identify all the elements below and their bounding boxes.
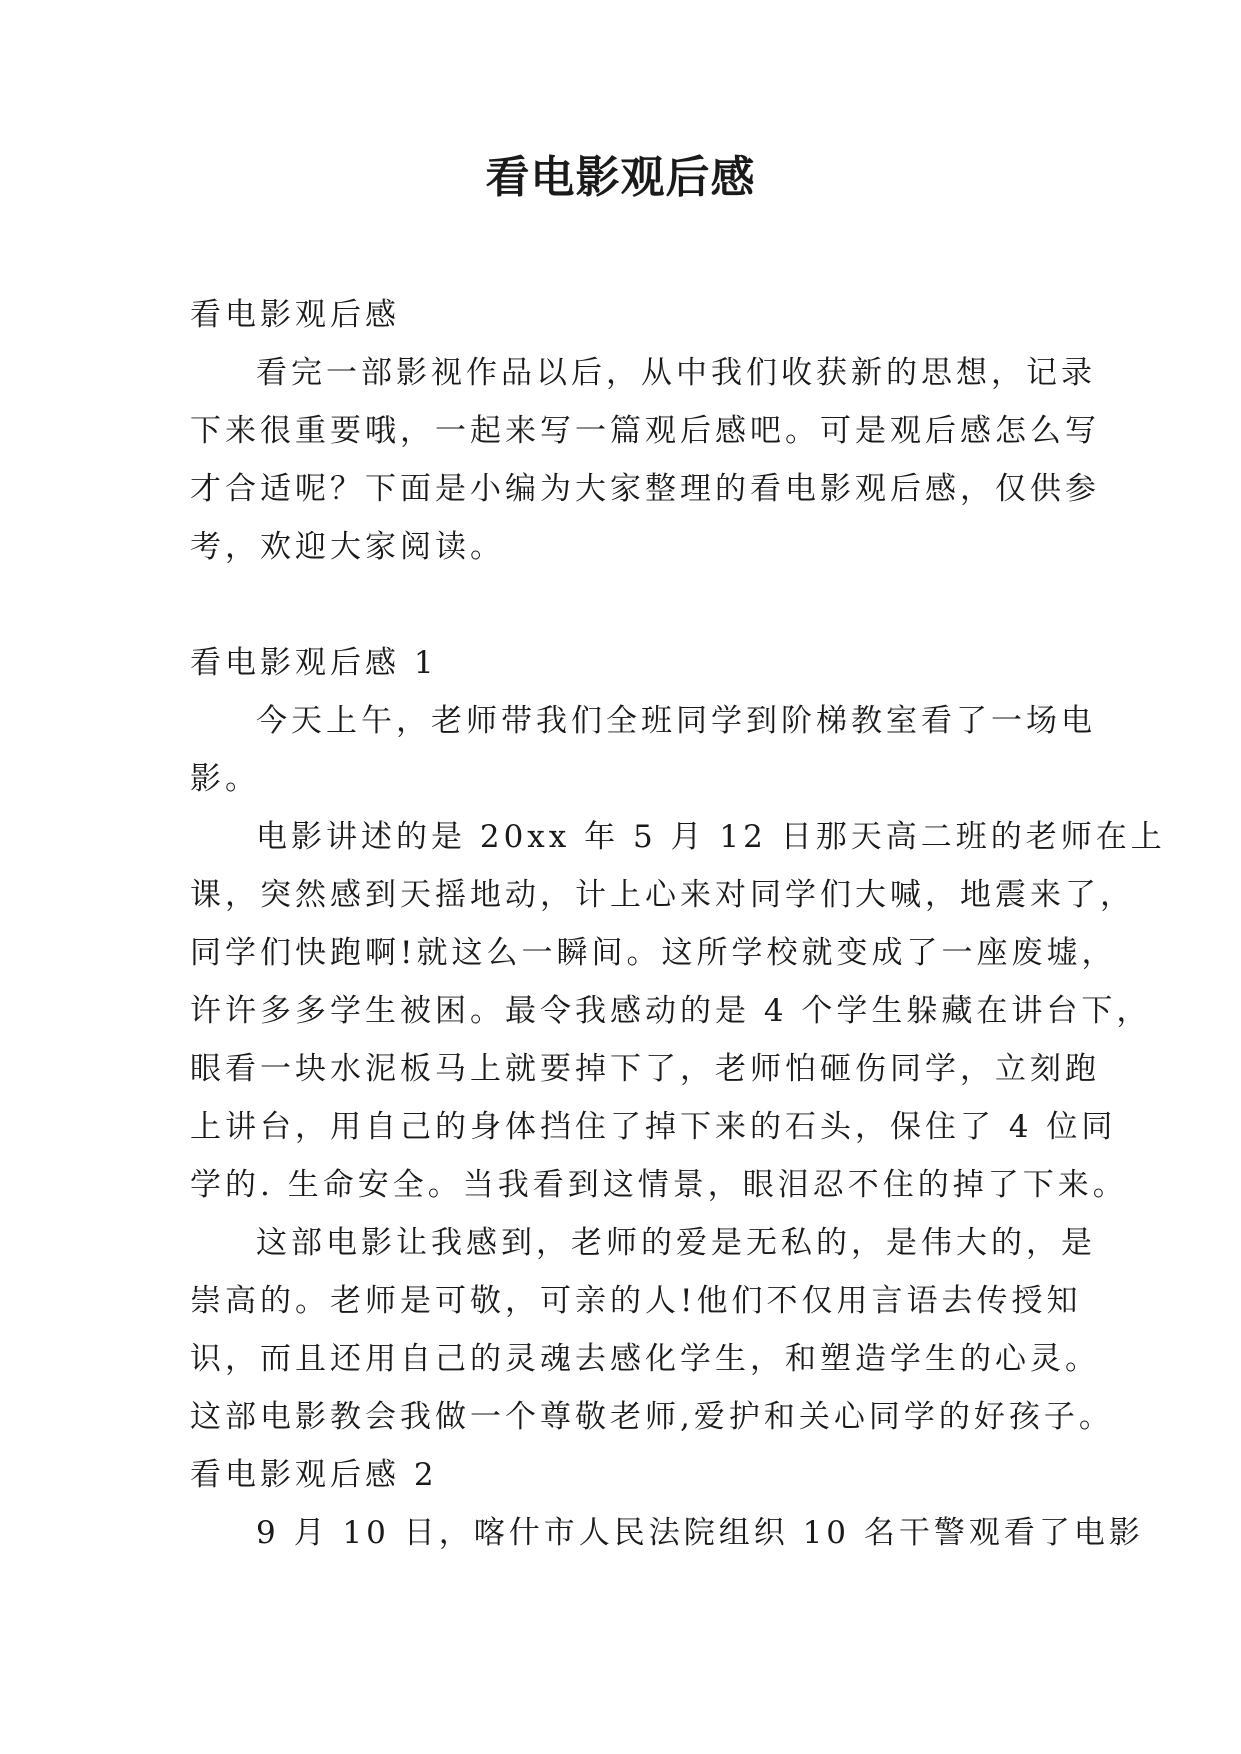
paragraph-line: 学的. 生命安全。当我看到这情景，眼泪忍不住的掉了下来。 xyxy=(190,1167,1128,1203)
paragraph-line: 电影讲述的是 20xx 年 5 月 12 日那天高二班的老师在上 xyxy=(256,819,1166,855)
paragraph-line: 上讲台，用自己的身体挡住了掉下来的石头，保住了 4 位同 xyxy=(190,1109,1117,1145)
document-body xyxy=(190,286,1166,1562)
section-heading: 看电影观后感 xyxy=(190,297,400,333)
paragraph-line: 识，而且还用自己的灵魂去感化学生，和塑造学生的心灵。 xyxy=(190,1341,1100,1377)
paragraph-line: 这部电影教会我做一个尊敬老师,爱护和关心同学的好孩子。 xyxy=(190,1399,1114,1435)
paragraph-line: 看完一部影视作品以后，从中我们收获新的思想，记录 xyxy=(256,355,1096,391)
paragraph-line: 许许多多学生被困。最令我感动的是 4 个学生躲藏在讲台下， xyxy=(190,993,1152,1029)
section-heading: 看电影观后感 1 xyxy=(190,645,438,681)
paragraph-line: 崇高的。老师是可敬，可亲的人!他们不仅用言语去传授知 xyxy=(190,1283,1082,1319)
paragraph-line: 才合适呢？下面是小编为大家整理的看电影观后感，仅供参 xyxy=(190,471,1100,507)
document-title: 看电影观后感 xyxy=(485,152,756,203)
paragraph-line: 影。 xyxy=(190,761,260,797)
paragraph-line: 9 月 10 日，喀什市人民法院组织 10 名干警观看了电影 xyxy=(256,1515,1144,1551)
paragraph-line: 今天上午，老师带我们全班同学到阶梯教室看了一场电 xyxy=(256,703,1096,739)
blank-line xyxy=(190,576,1066,634)
paragraph-line: 考，欢迎大家阅读。 xyxy=(190,529,505,565)
paragraph-line: 同学们快跑啊!就这么一瞬间。这所学校就变成了一座废墟， xyxy=(190,935,1117,971)
paragraph-line: 这部电影让我感到，老师的爱是无私的，是伟大的，是 xyxy=(256,1225,1096,1261)
paragraph-line: 下来很重要哦，一起来写一篇观后感吧。可是观后感怎么写 xyxy=(190,413,1100,449)
paragraph-line: 眼看一块水泥板马上就要掉下了，老师怕砸伤同学，立刻跑 xyxy=(190,1051,1100,1087)
section-heading: 看电影观后感 2 xyxy=(190,1457,438,1493)
paragraph-line: 课，突然感到天摇地动，计上心来对同学们大喊，地震来了， xyxy=(190,877,1135,913)
